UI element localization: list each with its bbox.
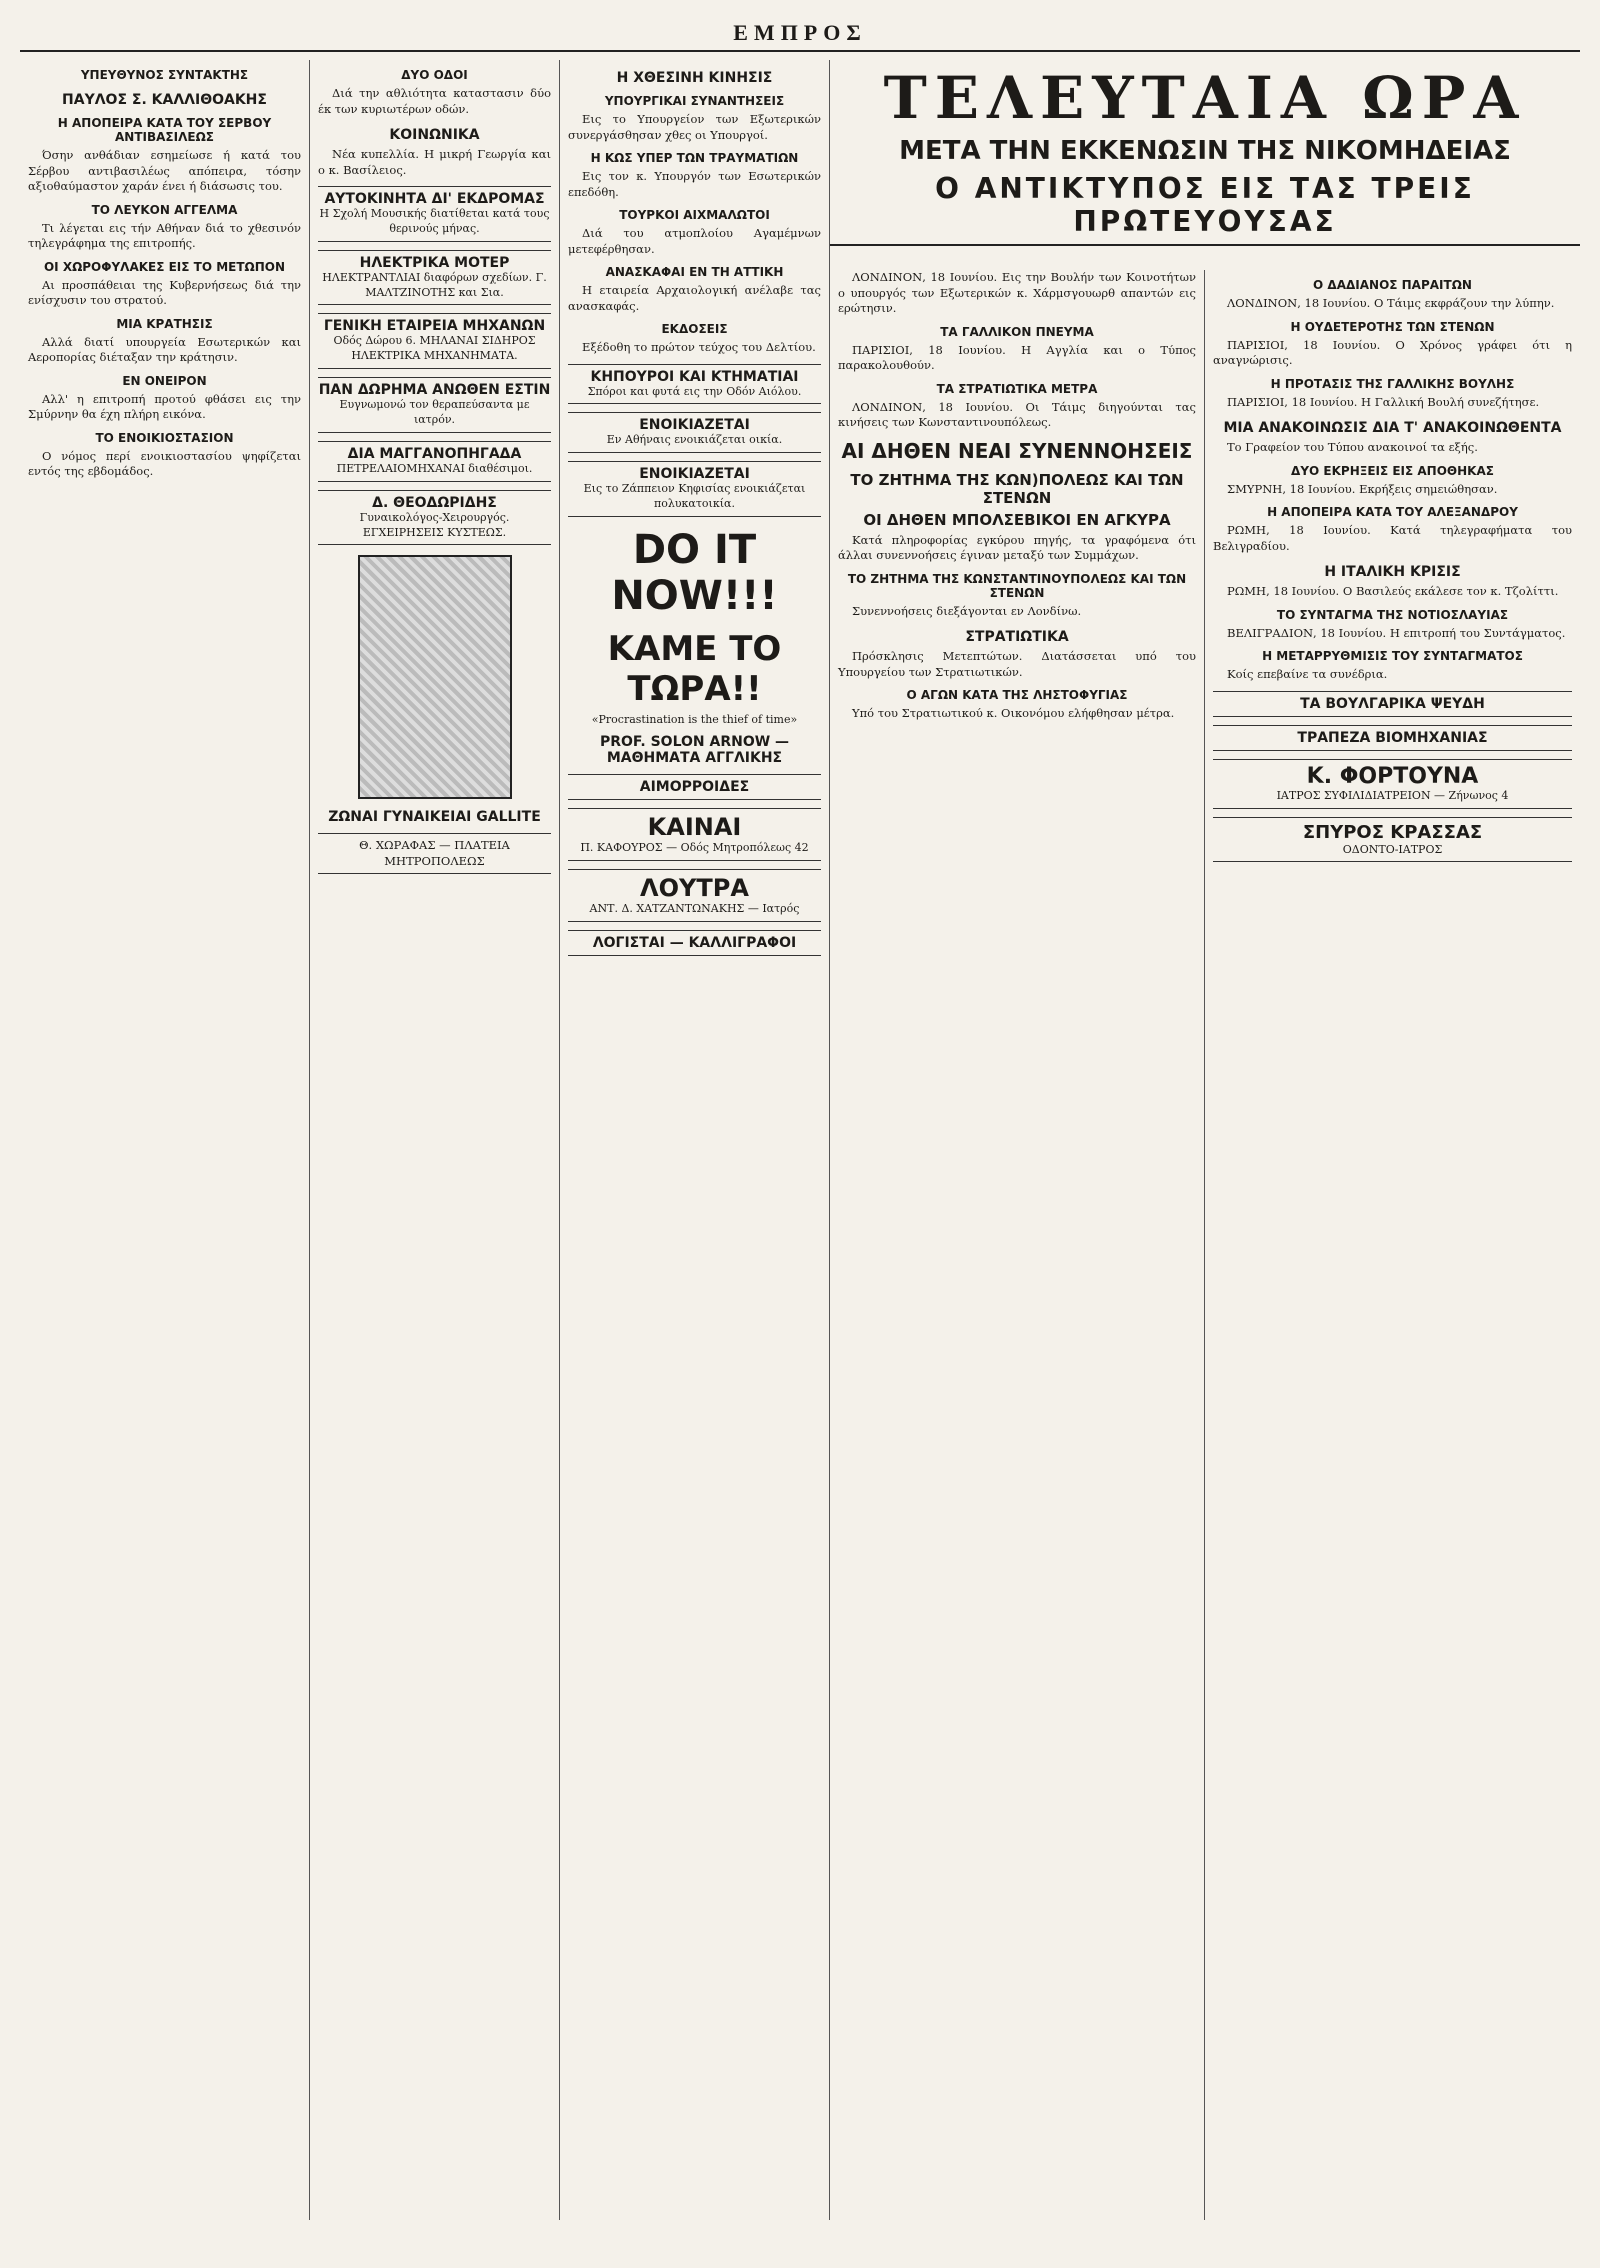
- section-title: ΤΟΥΡΚΟΙ ΑΙΧΜΑΛΩΤΟΙ: [619, 208, 770, 223]
- ad-title: ΑΥΤΟΚΙΝΗΤΑ ΔΙ' ΕΚΔΡΟΜΑΣ: [324, 191, 545, 208]
- ad-body: ΠΕΤΡΕΛΑΙΟΜΗΧΑΝΑΙ διαθέσιμοι.: [336, 461, 533, 475]
- section-title: Η ΧΘΕΣΙΝΗ ΚΙΝΗΣΙΣ: [616, 70, 773, 86]
- ad-box: [568, 774, 821, 800]
- section-body: Εξέδοθη το πρώτον τεύχος του Δελτίου.: [582, 340, 816, 355]
- ad-box: [568, 364, 821, 405]
- ad-body: ΟΔΟΝΤΟ-ΙΑΤΡΟΣ: [1342, 842, 1443, 856]
- section-title: Ο ΔΑΔΙΑΝΟΣ ΠΑΡΑΙΤΩΝ: [1313, 278, 1472, 292]
- col3-section: [568, 265, 821, 314]
- section-title: Η ΙΤΑΛΙΚΗ ΚΡΙΣΙΣ: [1324, 564, 1461, 581]
- editor-label: ΥΠΕΥΘΥΝΟΣ ΣΥΝΤΑΚΤΗΣ: [80, 68, 249, 82]
- ad-title: ΤΡΑΠΕΖΑ ΒΙΟΜΗΧΑΝΙΑΣ: [1297, 729, 1488, 746]
- ad-box: [318, 186, 551, 242]
- section-title: ΤΑ ΓΑΛΛΙΚΟΝ ΠΝΕΥΜΑ: [940, 324, 1094, 339]
- col1-section: [28, 374, 301, 423]
- portrait-illustration: [358, 555, 512, 799]
- teacher-ad: PROF. SOLON ARNOW — ΜΑΘΗΜΑΤΑ ΑΓΓΛΙΚΗΣ: [599, 733, 790, 766]
- ad-body: ΑΝΤ. Δ. ΧΑΤΖΑΝΤΩΝΑΚΗΣ — Ιατρός: [589, 901, 800, 915]
- section-body: Η εταιρεία Αρχαιολογική ανέλαβε τας ανασκαφάς.: [568, 283, 821, 313]
- section-title: ΜΙΑ ΚΡΑΤΗΣΙΣ: [116, 316, 213, 331]
- last-hour-banner: [830, 60, 1580, 246]
- ad-body: Η Σχολή Μουσικής διατίθεται κατά τους θερινούς μήνας.: [319, 207, 550, 235]
- ad-body: Ευγνωμονώ τον θεραπεύσαντα με ιατρόν.: [339, 398, 530, 426]
- section-body: Εις το Υπουργείον των Εξωτερικών συνεργάσθησαν χθες οι Υπουργοί.: [568, 112, 821, 142]
- masthead: ΕΜΠΡΟΣ: [20, 20, 1580, 52]
- column-1: [20, 60, 310, 2220]
- section-title: ΤΟ ΛΕΥΚΟΝ ΑΓΓΕΛΜΑ: [91, 202, 238, 217]
- ad-box: [318, 377, 551, 433]
- ad-title: ΕΝΟΙΚΙΑΖΕΤΑΙ: [639, 466, 750, 483]
- col3-section: [568, 322, 821, 356]
- section-title: Η ΟΥΔΕΤΕΡΟΤΗΣ ΤΩΝ ΣΤΕΝΩΝ: [1290, 319, 1495, 334]
- ad-title: ΚΑΙΝΑΙ: [647, 812, 742, 841]
- section-title: ΤΟ ΣΥΝΤΑΓΜΑ ΤΗΣ ΝΟΤΙΟΣΛΑΥΙΑΣ: [1276, 607, 1509, 622]
- ad-box: [318, 250, 551, 306]
- ad-box: [568, 869, 821, 922]
- banner-subtitle-2: Ο ΑΝΤΙΚΤΥΠΟΣ ΕΙΣ ΤΑΣ ΤΡΕΙΣ ΠΡΩΤΕΥΟΥΣΑΣ: [935, 172, 1475, 238]
- ad-body: Οδός Δώρου 6. ΜΗΛΑΝΑΙ ΣΙΔΗΡΟΣ ΗΛΕΚΤΡΙΚΑ ΜΗΧΑΝΗΜΑΤΑ.: [333, 334, 536, 363]
- ad-box: [1213, 759, 1572, 809]
- col3-section: [568, 208, 821, 257]
- ad-title: Κ. ΦΟΡΤΟΥΝΑ: [1306, 763, 1479, 789]
- ad-box: [568, 461, 821, 517]
- ad-title: ΕΝΟΙΚΙΑΖΕΤΑΙ: [639, 417, 750, 434]
- ad-title: ΣΠΥΡΟΣ ΚΡΑΣΣΑΣ: [1302, 821, 1483, 843]
- ad-box: [318, 313, 551, 369]
- section-body: Κατά πληροφορίας εγκύρου πηγής, τα γραφόμενα ότι άλλαι συνεννοήσεις έγιναν μεταξύ των Συμμάχων.: [838, 532, 1196, 563]
- section-body: ΠΑΡΙΣΙΟΙ, 18 Ιουνίου. Η Γαλλική Βουλή συνεζήτησε.: [1227, 394, 1540, 409]
- ad-box: [568, 930, 821, 956]
- section-body: ΒΕΛΙΓΡΑΔΙΟΝ, 18 Ιουνίου. Η επιτροπή του Συντάγματος.: [1227, 625, 1566, 640]
- col2-section: [318, 68, 551, 117]
- column-2: [310, 60, 560, 2220]
- column-3: [560, 60, 830, 2220]
- ad-title: ΛΟΓΙΣΤΑΙ — ΚΑΛΛΙΓΡΑΦΟΙ: [592, 934, 797, 951]
- mid-subheadline-2: ΟΙ ΔΗΘΕΝ ΜΠΟΛΣΕΒΙΚΟΙ ΕΝ ΑΓΚΥΡΑ: [863, 510, 1171, 529]
- section-title: Η ΜΕΤΑΡΡΥΘΜΙΣΙΣ ΤΟΥ ΣΥΝΤΑΓΜΑΤΟΣ: [1262, 649, 1523, 664]
- section-body: ΠΑΡΙΣΙΟΙ, 18 Ιουνίου. Η Αγγλία και ο Τύπος παρακολουθούν.: [838, 342, 1196, 373]
- ad-title: ΗΛΕΚΤΡΙΚΑ ΜΟΤΕΡ: [359, 254, 510, 271]
- editor-name: ΠΑΥΛΟΣ Σ. ΚΑΛΛΙΘΟΑΚΗΣ: [62, 92, 267, 108]
- section-title: Η ΚΩΣ ΥΠΕΡ ΤΩΝ ΤΡΑΥΜΑΤΙΩΝ: [590, 151, 799, 166]
- section-body: Το Γραφείον του Τύπου ανακοινοί τα εξής.: [1227, 440, 1478, 455]
- ad-title: ΓΕΝΙΚΗ ΕΤΑΙΡΕΙΑ ΜΗΧΑΝΩΝ: [323, 318, 546, 335]
- mid-subheadline: ΤΟ ΖΗΤΗΜΑ ΤΗΣ ΚΩΝ)ΠΟΛΕΩΣ ΚΑΙ ΤΩΝ ΣΤΕΝΩΝ: [850, 470, 1184, 507]
- ad-body: Π. ΚΑΦΟΥΡΟΣ — Οδός Μητροπόλεως 42: [580, 840, 809, 854]
- section-body: Αλλ' η επιτροπή προτού φθάσει εις την Σμύρνην θα έχη πλήρη εικόνα.: [28, 391, 301, 422]
- col1-section: [28, 431, 301, 480]
- ad-box: [318, 490, 551, 546]
- section-title: ΣΤΡΑΤΙΩΤΙΚΑ: [965, 629, 1069, 646]
- ad-title: ΑΙΜΟΡΡΟΙΔΕΣ: [639, 778, 750, 795]
- section-title: ΤΟ ΕΝΟΙΚΙΟΣΤΑΣΙΟΝ: [95, 430, 234, 445]
- column-4: [830, 270, 1205, 2220]
- banner-subtitle: ΜΕΤΑ ΤΗΝ ΕΚΚΕΝΩΣΙΝ ΤΗΣ ΝΙΚΟΜΗΔΕΙΑΣ: [899, 136, 1511, 166]
- section-body: ΛΟΝΔΙΝΟΝ, 18 Ιουνίου. Οι Τάιμς διηγούνται τας κινήσεις των Κωνσταντινουπόλεως.: [838, 399, 1196, 430]
- col1-section: [28, 203, 301, 252]
- big-ad-english: DO IT NOW!!!: [611, 527, 778, 620]
- section-body: ΠΑΡΙΣΙΟΙ, 18 Ιουνίου. Ο Χρόνος γράφει ότι η αναγνώρισις.: [1213, 337, 1572, 368]
- section-title: ΕΝ ΟΝΕΙΡΟΝ: [122, 373, 207, 388]
- col1-section: [28, 317, 301, 366]
- section-body: ΡΩΜΗ, 18 Ιουνίου. Κατά τηλεγραφήματα του Βελιγραδίου.: [1213, 523, 1572, 553]
- col3-section: [568, 94, 821, 143]
- section-body: Πρόσκλησις Μετεπτώτων. Διατάσσεται υπό του Υπουργείου των Στρατιωτικών.: [838, 649, 1196, 679]
- big-ad-greek: ΚΑΜΕ ΤΟ ΤΩΡΑ!!: [607, 629, 782, 710]
- section-body: Όσην ανθάδιαν εσημείωσε ή κατά του Σέρβου αντιβασιλέως απόπειρα, τόσην αξιοθαύμαστον χαράν ένει ή διάσωσις του.: [28, 148, 301, 194]
- section-body: Νέα κυπελλία. Η μικρή Γεωργία και ο κ. Βασίλειος.: [318, 147, 551, 177]
- ad-box: [568, 412, 821, 453]
- ad-title: ΚΗΠΟΥΡΟΙ ΚΑΙ ΚΤΗΜΑΤΙΑΙ: [590, 368, 799, 385]
- big-ad-note: «Procrastination is the thief of time»: [591, 713, 798, 727]
- col1-section: [28, 260, 301, 309]
- section-title: ΜΙΑ ΑΝΑΚΟΙΝΩΣΙΣ ΔΙΑ Τ' ΑΝΑΚΟΙΝΩΘΕΝΤΑ: [1223, 420, 1562, 437]
- section-body: Τι λέγεται εις τήν Αθήναν διά το χθεσινόν τηλεγράφημα της επιτροπής.: [28, 220, 301, 251]
- section-title: ΤΑ ΣΤΡΑΤΙΩΤΙΚΑ ΜΕΤΡΑ: [936, 381, 1098, 396]
- section-title: Η ΑΠΟΠΕΙΡΑ ΚΑΤΑ ΤΟΥ ΣΕΡΒΟΥ ΑΝΤΙΒΑΣΙΛΕΩΣ: [57, 116, 272, 144]
- ad-box: [1213, 725, 1572, 751]
- portrait-caption: ΖΩΝΑΙ ΓΥΝΑΙΚΕΙΑΙ GALLITE: [328, 809, 541, 826]
- section-title: Η ΑΠΟΠΕΙΡΑ ΚΑΤΑ ΤΟΥ ΑΛΕΞΑΝΔΡΟΥ: [1267, 505, 1518, 520]
- section-body: Αλλά διατί υπουργεία Εσωτερικών και Αεροπορίας διέταξαν την κράτησιν.: [28, 334, 301, 365]
- ad-body: Γυναικολόγος-Χειρουργός. ΕΓΧΕΙΡΗΣΕΙΣ ΚΥΣΤΕΩΣ.: [359, 510, 510, 539]
- ad-title: ΤΑ ΒΟΥΛΓΑΡΙΚΑ ΨΕΥΔΗ: [1300, 695, 1485, 712]
- section-title: ΤΟ ΖΗΤΗΜΑ ΤΗΣ ΚΩΝΣΤΑΝΤΙΝΟΥΠΟΛΕΩΣ ΚΑΙ ΤΩΝ ΣΤΕΝΩΝ: [847, 571, 1187, 600]
- col3-section: [568, 151, 821, 200]
- lead-paragraph: ΛΟΝΔΙΝΟΝ, 18 Ιουνίου. Εις την Βουλήν των Κοινοτήτων ο υπουργός των Εξωτερικών κ. Χάρμσγουωρθ απαντών εις ερώτησιν.: [838, 270, 1196, 316]
- ad-body: ΙΑΤΡΟΣ ΣΥΦΙΛΙΔΙΑΤΡΕΙΟΝ — Ζήνωνος 4: [1276, 788, 1509, 802]
- col2-section: [318, 127, 551, 178]
- section-title: ΑΝΑΣΚΑΦΑΙ ΕΝ ΤΗ ΑΤΤΙΚΗ: [605, 265, 784, 280]
- section-title: Ο ΑΓΩΝ ΚΑΤΑ ΤΗΣ ΛΗΣΤΟΦΥΓΙΑΣ: [906, 688, 1128, 703]
- ad-title: ΠΑΝ ΔΩΡΗΜΑ ΑΝΩΘΕΝ ΕΣΤΙΝ: [318, 382, 551, 399]
- section-body: ΣΜΥΡΝΗ, 18 Ιουνίου. Εκρήξεις σημειώθησαν.: [1227, 481, 1498, 496]
- ad-title: ΛΟΥΤΡΑ: [640, 873, 749, 902]
- ad-body: Σπόροι και φυτά εις την Οδόν Αιόλου.: [587, 384, 802, 398]
- section-title: ΕΚΔΟΣΕΙΣ: [661, 322, 728, 337]
- section-body: Ο νόμος περί ενοικιοστασίου ψηφίζεται εντός της εβδομάδος.: [28, 448, 301, 479]
- section-body: Συνεννοήσεις διεξάγονται εν Λονδίνω.: [852, 603, 1082, 618]
- ad-box: [568, 808, 821, 861]
- ad-body: Εν Αθήναις ενοικιάζεται οικία.: [606, 433, 783, 447]
- section-body: Διά την αθλιότητα καταστασιν δύο έκ των κυριωτέρων οδών.: [318, 86, 551, 116]
- section-title: ΔΥΟ ΟΔΟΙ: [401, 68, 468, 82]
- section-body: ΡΩΜΗ, 18 Ιουνίου. Ο Βασιλεύς εκάλεσε τον κ. Τζολίττι.: [1227, 584, 1559, 599]
- section-body: Υπό του Στρατιωτικού κ. Οικονόμου ελήφθησαν μέτρα.: [852, 706, 1175, 721]
- ad-box: [318, 441, 551, 482]
- col1-section: [28, 116, 301, 195]
- ad-box: [1213, 817, 1572, 863]
- ad-body: ΗΛΕΚΤΡΑΝΤΛΙΑΙ διαφόρων σχεδίων. Γ. ΜΑΛΤΖΙΝΟΤΗΣ και Σια.: [322, 270, 547, 299]
- section-title: ΟΙ ΧΩΡΟΦΥΛΑΚΕΣ ΕΙΣ ΤΟ ΜΕΤΩΠΟΝ: [43, 259, 286, 274]
- ad-title: ΔΙΑ ΜΑΓΓΑΝΟΠΗΓΑΔΑ: [347, 445, 522, 462]
- section-body: Αι προσπάθειαι της Κυβερνήσεως διά την ενίσχυσιν του στρατού.: [28, 277, 301, 308]
- section-title: ΥΠΟΥΡΓΙΚΑΙ ΣΥΝΑΝΤΗΣΕΙΣ: [604, 94, 785, 108]
- ad-box: [1213, 691, 1572, 717]
- section-body: Διά του ατμοπλοίου Αγαμέμνων μετεφέρθησαν.: [568, 226, 821, 256]
- section-body: ΛΟΝΔΙΝΟΝ, 18 Ιουνίου. Ο Τάιμς εκφράζουν την λύπην.: [1227, 296, 1555, 310]
- banner-title: ΤΕΛΕΥΤΑΙΑ ΩΡΑ: [883, 64, 1527, 132]
- column-5: [1205, 270, 1580, 2220]
- mid-headline: ΑΙ ΔΗΘΕΝ ΝΕΑΙ ΣΥΝΕΝΝΟΗΣΕΙΣ: [841, 438, 1193, 463]
- ad-title: Δ. ΘΕΟΔΩΡΙΔΗΣ: [372, 494, 497, 511]
- section-title: Η ΠΡΟΤΑΣΙΣ ΤΗΣ ΓΑΛΛΙΚΗΣ ΒΟΥΛΗΣ: [1270, 376, 1515, 391]
- ad-body: Εις το Ζάππειον Κηφισίας ενοικιάζεται πολυκατοικία.: [583, 482, 806, 511]
- pharmacy-ad: Θ. ΧΩΡΑΦΑΣ — ΠΛΑΤΕΙΑ ΜΗΤΡΟΠΟΛΕΩΣ: [318, 833, 551, 874]
- newspaper-page: [20, 20, 1580, 2228]
- section-body: Εις τον κ. Υπουργόν των Εσωτερικών επεδόθη.: [568, 169, 821, 199]
- section-title: ΚΟΙΝΩΝΙΚΑ: [389, 127, 480, 144]
- section-body: Κοίς επεβαίνε τα συνέδρια.: [1227, 667, 1388, 682]
- section-title: ΔΥΟ ΕΚΡΗΞΕΙΣ ΕΙΣ ΑΠΟΘΗΚΑΣ: [1291, 463, 1494, 478]
